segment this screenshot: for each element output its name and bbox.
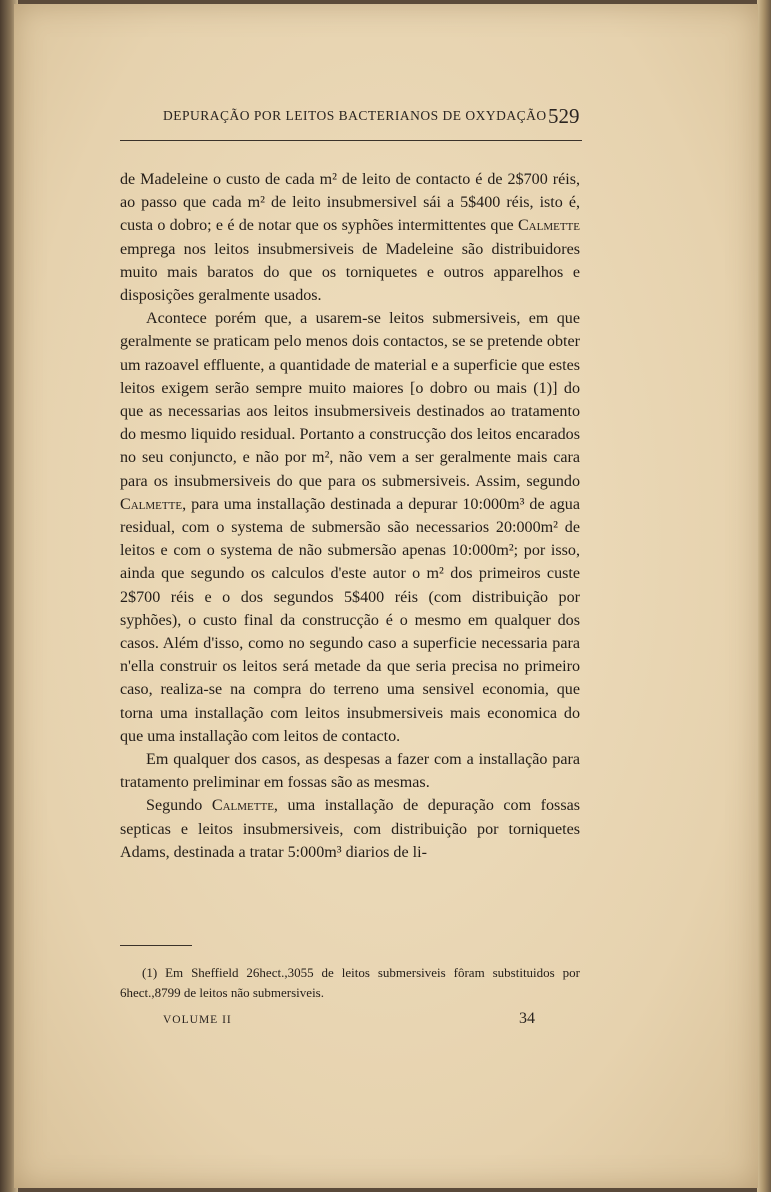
p4-text-b: , uma installação de depuração com fossas septicas e leitos insubmersiveis, com distribuição por torniquetes Adams, destinada a tratar 5:000m³ diarios de li- <box>120 797 580 861</box>
p2-text-b: , para uma installação destinada a depurar 10:000m³ de agua residual, com o systema de submersão são necessarios 20:000m² de leitos e com o systema de não submersão apenas 10:000m²; por isso, ainda que segundo os calculos d'este autor o m² dos primeiros custe 2$700 réis e o dos segundos 5$400 réis (com distribuição por syphões), o custo final da construcção é o mesmo em qualquer dos casos. Além d'isso, como no segundo caso a superficie necessaria para n'ella construir os leitos será metade da que seria precisa no primeiro caso, realiza-se na compra do terreno uma sensivel economia, que torna uma installação com leitos insubmersiveis mais economica do que uma installação com leitos de contacto. <box>120 495 580 745</box>
volume-label: VOLUME II <box>163 1014 232 1026</box>
author-name: Calmette <box>517 217 580 235</box>
footnote: (1) Em Sheffield 26hect.,3055 de leitos submersiveis fôram substituidos por 6hect.,8799 de leitos não submersiveis. <box>120 965 580 1000</box>
paragraph-1 <box>120 168 580 307</box>
paragraph-3: Em qualquer dos casos, as despesas a fazer com a installação para tratamento preliminar em fossas são as mesmas. <box>120 751 580 792</box>
author-name: Calmette <box>120 495 183 513</box>
header-rule <box>120 140 582 141</box>
p1-text-a: de Madeleine o custo de cada m² de leito de contacto é de 2$700 réis, ao passo que cada m² de leito insubmersivel sái a 5$400 réis, isto é, custa o dobro; e é de notar que os syphões intermittentes que <box>120 171 580 235</box>
footnote-rule <box>120 945 192 946</box>
page-number: 529 <box>548 104 580 128</box>
p1-text-b: emprega nos leitos insubmersiveis de Madeleine são distribuidores muito mais baratos do que os torniquetes e outros apparelhos e disposições geralmente usados. <box>120 240 580 305</box>
p4-text-a: Segundo <box>146 797 212 815</box>
paragraph-4 <box>120 794 580 864</box>
running-title: DEPURAÇÃO POR LEITOS BACTERIANOS DE OXYDAÇÃO <box>163 108 547 123</box>
body-text <box>120 168 580 864</box>
author-name: Calmette <box>211 797 274 815</box>
p2-text-a: Acontece porém que, a usarem-se leitos submersiveis, em que geralmente se praticam pelo menos dois contactos, se se pretende obter um razoavel effluente, a quantidade de material e a superficie que estes leitos exigem serão sempre muito maiores [o dobro ou mais (1)] do que as necessarias aos leitos insubmersiveis destinados ao tratamento do mesmo liquido residual. Portanto a construcção dos leitos encarados no seu conjuncto, e não por m², não vem a ser geralmente mais cara para os insubmersiveis do que para os submersiveis. Assim, segundo <box>120 310 580 490</box>
paragraph-2 <box>120 307 580 748</box>
page-edge-shadow <box>757 0 771 1192</box>
signature-mark: 34 <box>519 1010 535 1027</box>
